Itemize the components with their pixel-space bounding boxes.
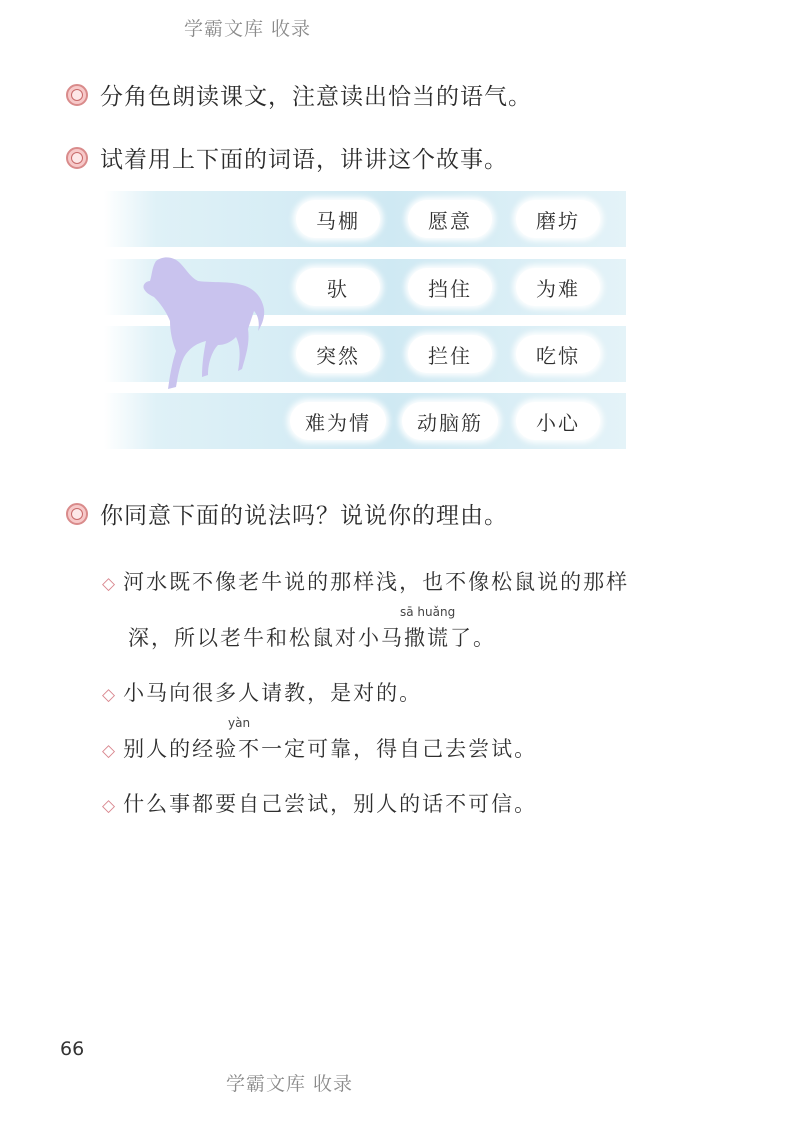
diamond-bullet-icon: ◇ xyxy=(102,796,118,816)
question-1: 分角色朗读课文，注意读出恰当的语气。 xyxy=(100,84,532,110)
pinyin-annotation: sā huǎng xyxy=(400,605,456,619)
page-number: 66 xyxy=(60,1038,85,1060)
statement-4 xyxy=(102,788,537,818)
diamond-bullet-icon: ◇ xyxy=(102,685,118,705)
word-chip: 愿意 xyxy=(408,200,492,238)
statement-1-line-2: 深，所以老牛和松鼠对小马撒谎了。 xyxy=(128,626,496,650)
word-chip: 小心 xyxy=(516,402,600,440)
question-2: 试着用上下面的词语，讲讲这个故事。 xyxy=(100,147,508,173)
pinyin-annotation: yàn xyxy=(228,716,251,730)
word-chip: 挡住 xyxy=(408,268,492,306)
statement-3-text: 别人的经验不一定可靠，得自己去尝试。 xyxy=(123,737,538,761)
statement-4-text: 什么事都要自己尝试，别人的话不可信。 xyxy=(123,792,538,816)
seal-bullet-icon xyxy=(66,84,88,106)
word-chip: 拦住 xyxy=(408,335,492,373)
statement-2 xyxy=(102,677,422,707)
seal-bullet-icon xyxy=(66,147,88,169)
vocabulary-panel xyxy=(104,191,626,449)
diamond-bullet-icon: ◇ xyxy=(102,574,118,594)
statement-1-text: 河水既不像老牛说的那样浅，也不像松鼠说的那样 xyxy=(123,570,630,594)
word-chip: 为难 xyxy=(516,268,600,306)
word-chip: 驮 xyxy=(296,268,380,306)
word-chip: 动脑筋 xyxy=(402,402,498,440)
watermark-top: 学霸文库 收录 xyxy=(184,18,312,40)
statement-2-text: 小马向很多人请教，是对的。 xyxy=(123,681,423,705)
diamond-bullet-icon: ◇ xyxy=(102,741,118,761)
word-chip: 马棚 xyxy=(296,200,380,238)
word-chip: 突然 xyxy=(296,335,380,373)
watermark-bottom: 学霸文库 收录 xyxy=(226,1073,354,1095)
statement-3 xyxy=(102,733,537,763)
question-3: 你同意下面的说法吗？说说你的理由。 xyxy=(100,503,508,529)
horse-silhouette-icon xyxy=(138,251,268,391)
word-chip: 吃惊 xyxy=(516,335,600,373)
seal-bullet-icon xyxy=(66,503,88,525)
word-chip: 难为情 xyxy=(290,402,386,440)
word-chip: 磨坊 xyxy=(516,200,600,238)
statement-1-line-1 xyxy=(102,566,629,596)
